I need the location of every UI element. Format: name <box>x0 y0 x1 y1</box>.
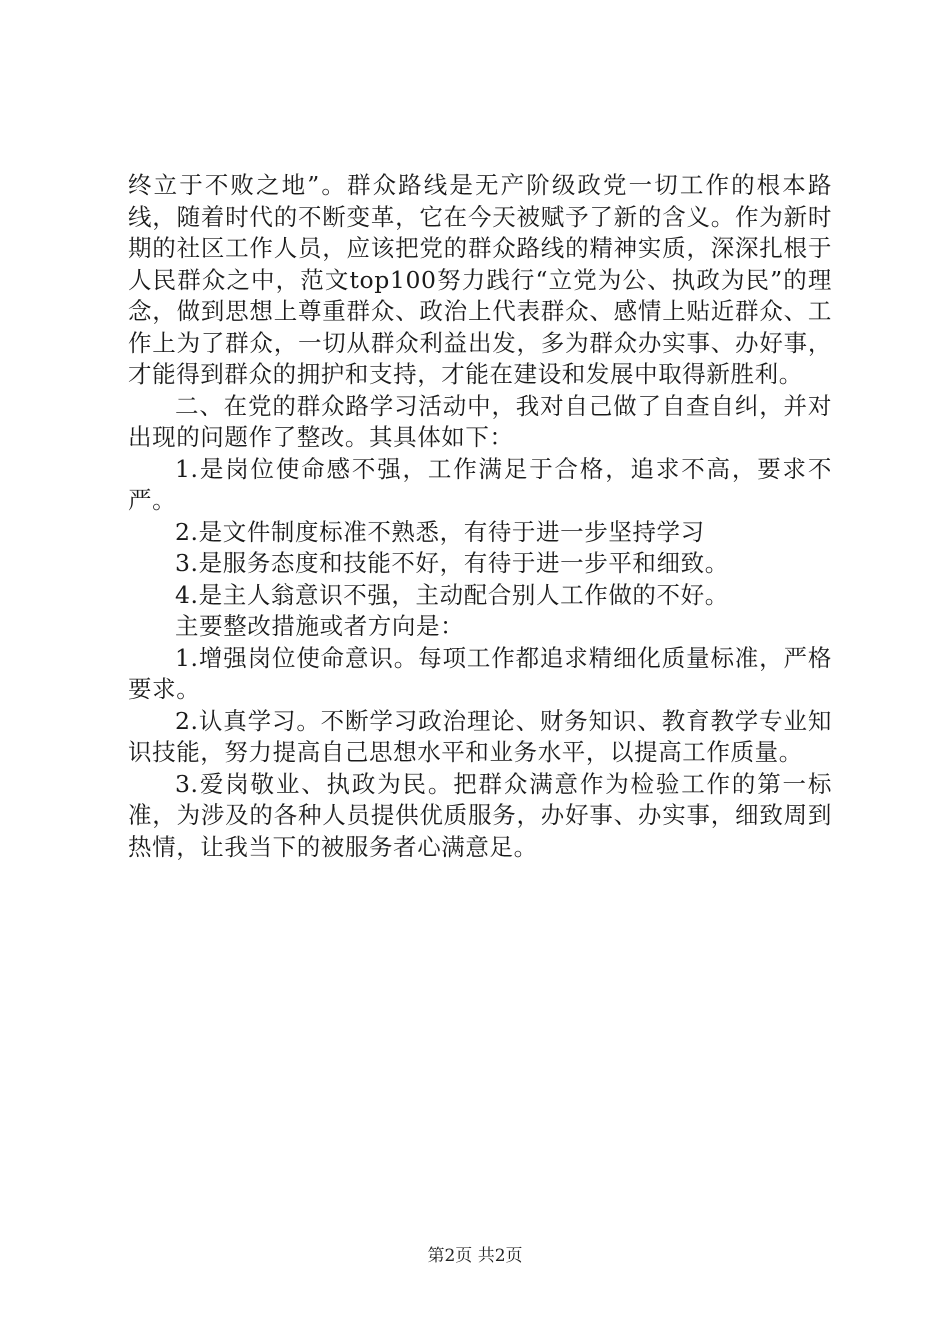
paragraph-issue-4: 4.是主人翁意识不强，主动配合别人工作做的不好。 <box>175 580 729 609</box>
page-footer: 第2页 共2页 <box>427 1246 523 1266</box>
paragraph-section-two: 二、在党的群众路学习活动中，我对自己做了自查自纠，并对出现的问题作了整改。其具体如下： <box>128 391 832 451</box>
paragraph-measure-1: 1.增强岗位使命意识。每项工作都追求精细化质量标准，严格要求。 <box>128 643 832 703</box>
paragraph-issue-3: 3.是服务态度和技能不好，有待于进一步平和细致。 <box>175 549 729 577</box>
paragraph-measure-3: 3.爱岗敬业、执政为民。把群众满意作为检验工作的第一标准，为涉及的各种人员提供优质服务，办好事、办实事，细致周到热情，让我当下的被服务者心满意足。 <box>128 769 832 861</box>
document-body <box>128 170 832 863</box>
paragraph-issue-1: 1.是岗位使命感不强，工作满足于合格，追求不高，要求不严。 <box>128 454 832 514</box>
paragraph-continuation: 终立于不败之地”。群众路线是无产阶级政党一切工作的根本路线，随着时代的不断变革，它在今天被赋予了新的含义。作为新时期的社区工作人员，应该把党的群众路线的精神实质，深深扎根于人民群众之中，范文top100努力践行“立党为公、执政为民”的理念，做到思想上尊重群众、政治上代表群众、感情上贴近群众、工作上为了群众，一切从群众利益出发，多为群众办实事、办好事，才能得到群众的拥护和支持，才能在建设和发展中取得新胜利。 <box>128 171 832 388</box>
paragraph-issue-2: 2.是文件制度标准不熟悉，有待于进一步坚持学习 <box>175 517 705 546</box>
paragraph-measures-heading: 主要整改措施或者方向是： <box>175 612 465 640</box>
paragraph-measure-2: 2.认真学习。不断学习政治理论、财务知识、教育教学专业知识技能，努力提高自己思想水平和业务水平，以提高工作质量。 <box>128 706 832 766</box>
